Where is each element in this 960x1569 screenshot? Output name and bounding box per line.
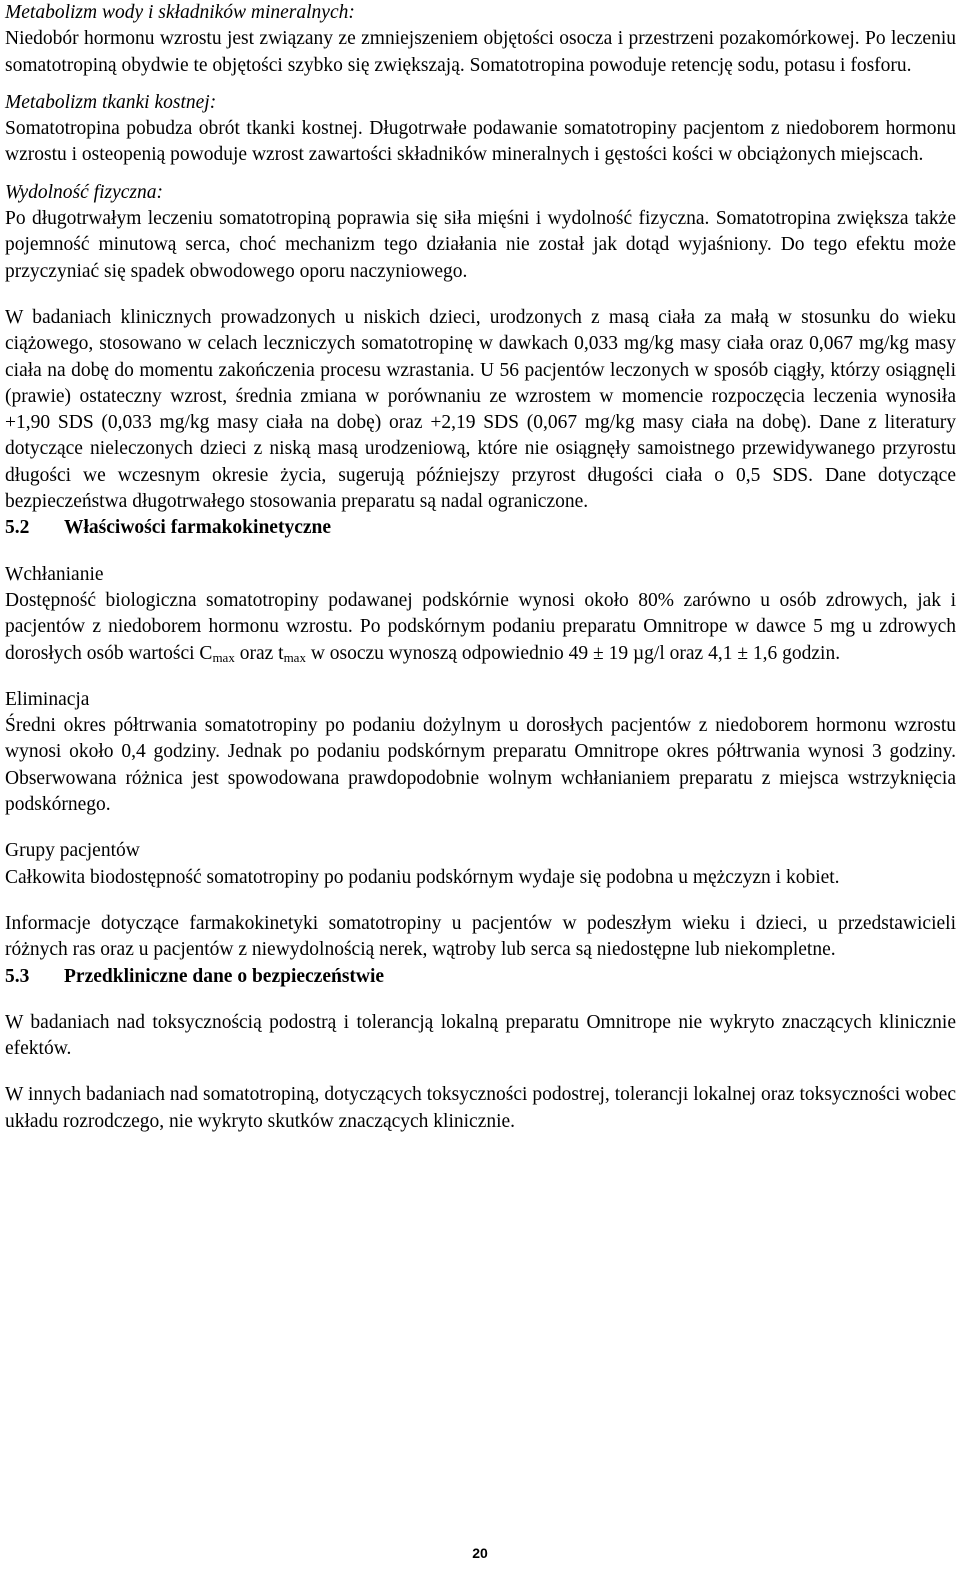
absorption-text-part-c: w osoczu wynoszą odpowiednio 49 ± 19 µg/l oraz 4,1 ± 1,6 godzin. [305,642,841,664]
tmax-subscript: max [283,649,306,665]
section-5-3-number: 5.3 [5,965,30,987]
absorption-text-part-b: oraz t [234,642,284,664]
elimination-heading: Eliminacja [5,688,90,710]
section-5-2-title: Właściwości farmakokinetyczne [64,517,332,539]
bone-metabolism-text: Somatotropina pobudza obrót tkanki kostnej. Długotrwałe podawanie somatotropiny pacjentom z niedoborem hormonu wzrostu i osteopenią powoduje wzrost zawartości składników mineralnych i gęstości kości w obciążonych miejscach. [5,118,956,166]
preclinical-text-2: W innych badaniach nad somatotropiną, dotyczących toksyczności podostrej, tolerancji lokalnej oraz toksyczności wobec układu rozrodczego, nie wykryto skutków znaczących klinicznie. [5,1084,956,1132]
bone-metabolism-heading: Metabolizm tkanki kostnej: [5,91,217,113]
page-number: 20 [472,1545,488,1561]
preclinical-text-1: W badaniach nad toksycznością podostrą i tolerancją lokalną preparatu Omnitrope nie wykryto znaczących klinicznie efektów. [5,1011,956,1060]
absorption-text [5,588,956,667]
clinical-studies-paragraph: W badaniach klinicznych prowadzonych u niskich dzieci, urodzonych z masą ciała za małą w stosunku do wieku ciążowego, stosowano w celach leczniczych somatotropinę w dawkach 0,033 mg/kg masy ciała oraz 0,067 mg/kg masy ciała na dobę do momentu zakończenia procesu wzrastania. U 56 pacjentów leczonych w sposób ciągły, którzy osiągnęli (prawie) ostateczny wzrost, średnia zmiana w porównaniu ze wzrostem w momencie rozpoczęcia leczenia wynosiła +1,90 SDS (0,033 mg/kg masy ciała na dobę) oraz +2,19 SDS (0,067 mg/kg masy ciała na dobę). Dane z literatury dotyczące nieleczonych dzieci z niską masą urodzeniową, które nie osiągnęły samoistnego przewidywanego przyrostu długości we wczesnym okresie życia, sugerują późniejszy przyrost długości ciała o 0,5 SDS. Dane dotyczące bezpieczeństwa długotrwałego stosowania preparatu są nadal ograniczone. [5,306,956,513]
section-5-3-heading [5,964,956,990]
absorption-heading: Wchłanianie [5,563,104,585]
physical-capacity-heading: Wydolność fizyczna: [5,181,163,203]
patient-groups-text-2: Informacje dotyczące farmakokinetyki somatotropiny u pacjentów w podeszłym wieku i dzieci, u przedstawicieli różnych ras oraz u pacjentów z niewydolnością nerek, wątroby lub serca są niedostępne lub niekompletne. [5,912,956,961]
section-5-3-title: Przedkliniczne dane o bezpieczeństwie [64,965,385,987]
section-5-2-number: 5.2 [5,517,30,539]
physical-capacity-text: Po długotrwałym leczeniu somatotropiną poprawia się siła mięśni i wydolność fizyczna. Somatotropina zwiększa także pojemność minutową serca, choć mechanizm tego działania nie został jak dotąd wyjaśniony. Do tego efektu może przyczyniać się spadek obwodowego oporu naczyniowego. [5,208,956,282]
patient-groups-text: Całkowita biodostępność somatotropiny po podaniu podskórnym wydaje się podobna u mężczyzn i kobiet. [5,866,840,888]
section-5-2-heading [5,515,956,541]
water-metabolism-heading: Metabolizm wody i składników mineralnych: [5,2,355,23]
water-metabolism-text: Niedobór hormonu wzrostu jest związany ze zmniejszeniem objętości osocza i przestrzeni pozakomórkowej. Po leczeniu somatotropiną obydwie te objętości szybko się zwiększają. Somatotropina powoduje retencję sodu, potasu i fosforu. [5,28,956,76]
patient-groups-heading: Grupy pacjentów [5,840,140,862]
cmax-subscript: max [212,649,235,665]
absorption-text-part-a: Dostępność biologiczna somatotropiny podawanej podskórnie wynosi około 80% zarówno u osób zdrowych, jak i pacjentów z niedoborem hormonu wzrostu. Po podskórnym podaniu preparatu Omnitrope w dawce 5 mg u zdrowych dorosłych osób wartości C [5,589,956,664]
document-page [5,0,956,1135]
elimination-text: Średni okres półtrwania somatotropiny po podaniu dożylnym u dorosłych pacjentów z niedoborem hormonu wzrostu wynosi około 0,4 godziny. Jednak po podaniu podskórnym preparatu Omnitrope okres półtrwania wynosi 3 godziny. Obserwowana różnica jest spowodowana prawdopodobnie wolnym wchłanianiem preparatu z miejsca wstrzyknięcia podskórnego. [5,715,956,816]
